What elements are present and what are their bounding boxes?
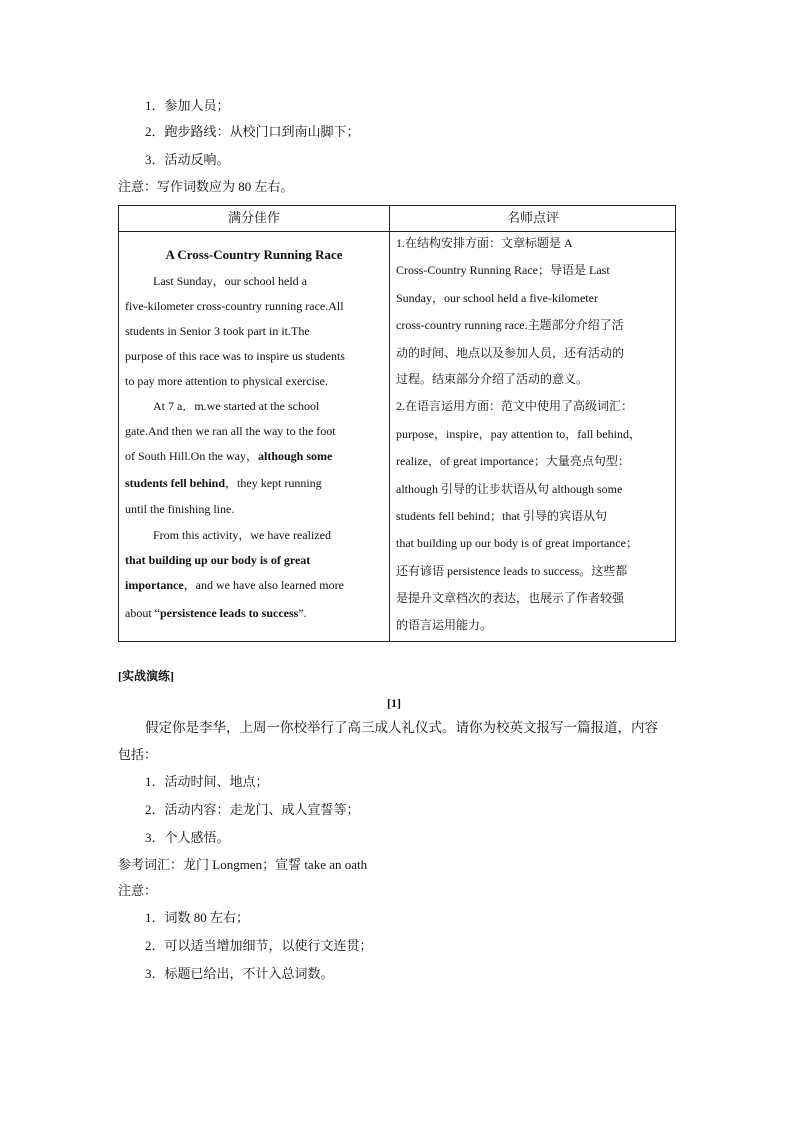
essay-line: of South Hill.On the way，although some: [125, 449, 333, 463]
header-teacher-comment: 名师点评: [506, 210, 559, 225]
essay-line: until the finishing line.: [125, 502, 235, 516]
essay-line: about “persistence leads to success”.: [125, 606, 307, 620]
essay-line: Last Sunday，our school held a: [153, 274, 307, 288]
table-divider: [389, 206, 390, 641]
note-item-2: 2．可以适当增加细节，以使行文连贯；: [145, 938, 373, 953]
comment-line: students fell behind；that 引导的宾语从句: [396, 509, 607, 523]
comment-line: Cross-Country Running Race；导语是 Last: [396, 263, 610, 277]
reference-vocab: 参考词汇：龙门 Longmen；宣誓 take an oath: [118, 857, 368, 872]
essay-table: [118, 205, 676, 642]
essay-line: At 7 a．m.we started at the school: [153, 399, 320, 413]
content-item-1: 1．活动时间、地点；: [145, 774, 269, 789]
essay-line: From this activity，we have realized: [153, 528, 331, 542]
content-item-3: 3．个人感悟。: [145, 830, 230, 845]
comment-line: Sunday，our school held a five-kilometer: [396, 291, 598, 305]
essay-line: students fell behind，they kept running: [125, 476, 322, 490]
comment-line: purpose，inspire，pay attention to，fall behind，: [396, 427, 641, 441]
table-header-divider: [119, 231, 675, 232]
essay-line: importance，and we have also learned more: [125, 578, 344, 592]
essay-title: A Cross-Country Running Race: [165, 247, 343, 262]
section-label: [实战演练]: [118, 669, 174, 683]
comment-line: 1.在结构安排方面：文章标题是 A: [396, 236, 573, 250]
exercise-number: [1]: [387, 696, 401, 710]
comment-line: 动的时间、地点以及参加人员，还有活动的: [396, 346, 625, 360]
comment-line: that building up our body is of great importance；: [396, 536, 638, 550]
comment-line: 2.在语言运用方面：范文中使用了高级词汇：: [396, 399, 634, 413]
content-item-2: 2．活动内容：走龙门、成人宣誓等；: [145, 802, 360, 817]
comment-line: cross-country running race.主题部分介绍了活: [396, 318, 624, 332]
comment-line: 过程。结束部分介绍了活动的意义。: [396, 372, 589, 386]
note-item-1: 1．词数 80 左右；: [145, 910, 250, 925]
essay-line: to pay more attention to physical exercise.: [125, 374, 328, 388]
comment-line: realize，of great importance；大量亮点句型：: [396, 454, 630, 468]
list-item-2: 2．跑步路线：从校门口到南山脚下；: [145, 124, 360, 139]
essay-line: gate.And then we ran all the way to the foot: [125, 424, 336, 438]
essay-line: that building up our body is of great: [125, 553, 311, 567]
essay-line: students in Senior 3 took part in it.The: [125, 324, 310, 338]
comment-line: although 引导的让步状语从句 although some: [396, 482, 623, 496]
header-model-essay: 满分佳作: [227, 210, 280, 225]
comment-line: 还有谚语 persistence leads to success。这些都: [396, 564, 628, 578]
essay-line: five-kilometer cross-country running race.All: [125, 299, 344, 313]
comment-line: 是提升文章档次的表达，也展示了作者较强: [396, 591, 625, 605]
prompt-line-1: 假定你是李华，上周一你校举行了高三成人礼仪式。请你为校英文报写一篇报道，内容: [145, 720, 658, 735]
note-label: 注意：: [118, 883, 158, 898]
list-item-3: 3．活动反响。: [145, 152, 230, 167]
list-item-1: 1．参加人员；: [145, 98, 230, 113]
prompt-line-2: 包括：: [118, 747, 158, 762]
word-count-note: 注意：写作词数应为 80 左右。: [118, 179, 294, 194]
essay-line: purpose of this race was to inspire us students: [125, 349, 345, 363]
comment-line: 的语言运用能力。: [396, 618, 493, 632]
note-item-3: 3．标题已给出，不计入总词数。: [145, 966, 334, 981]
